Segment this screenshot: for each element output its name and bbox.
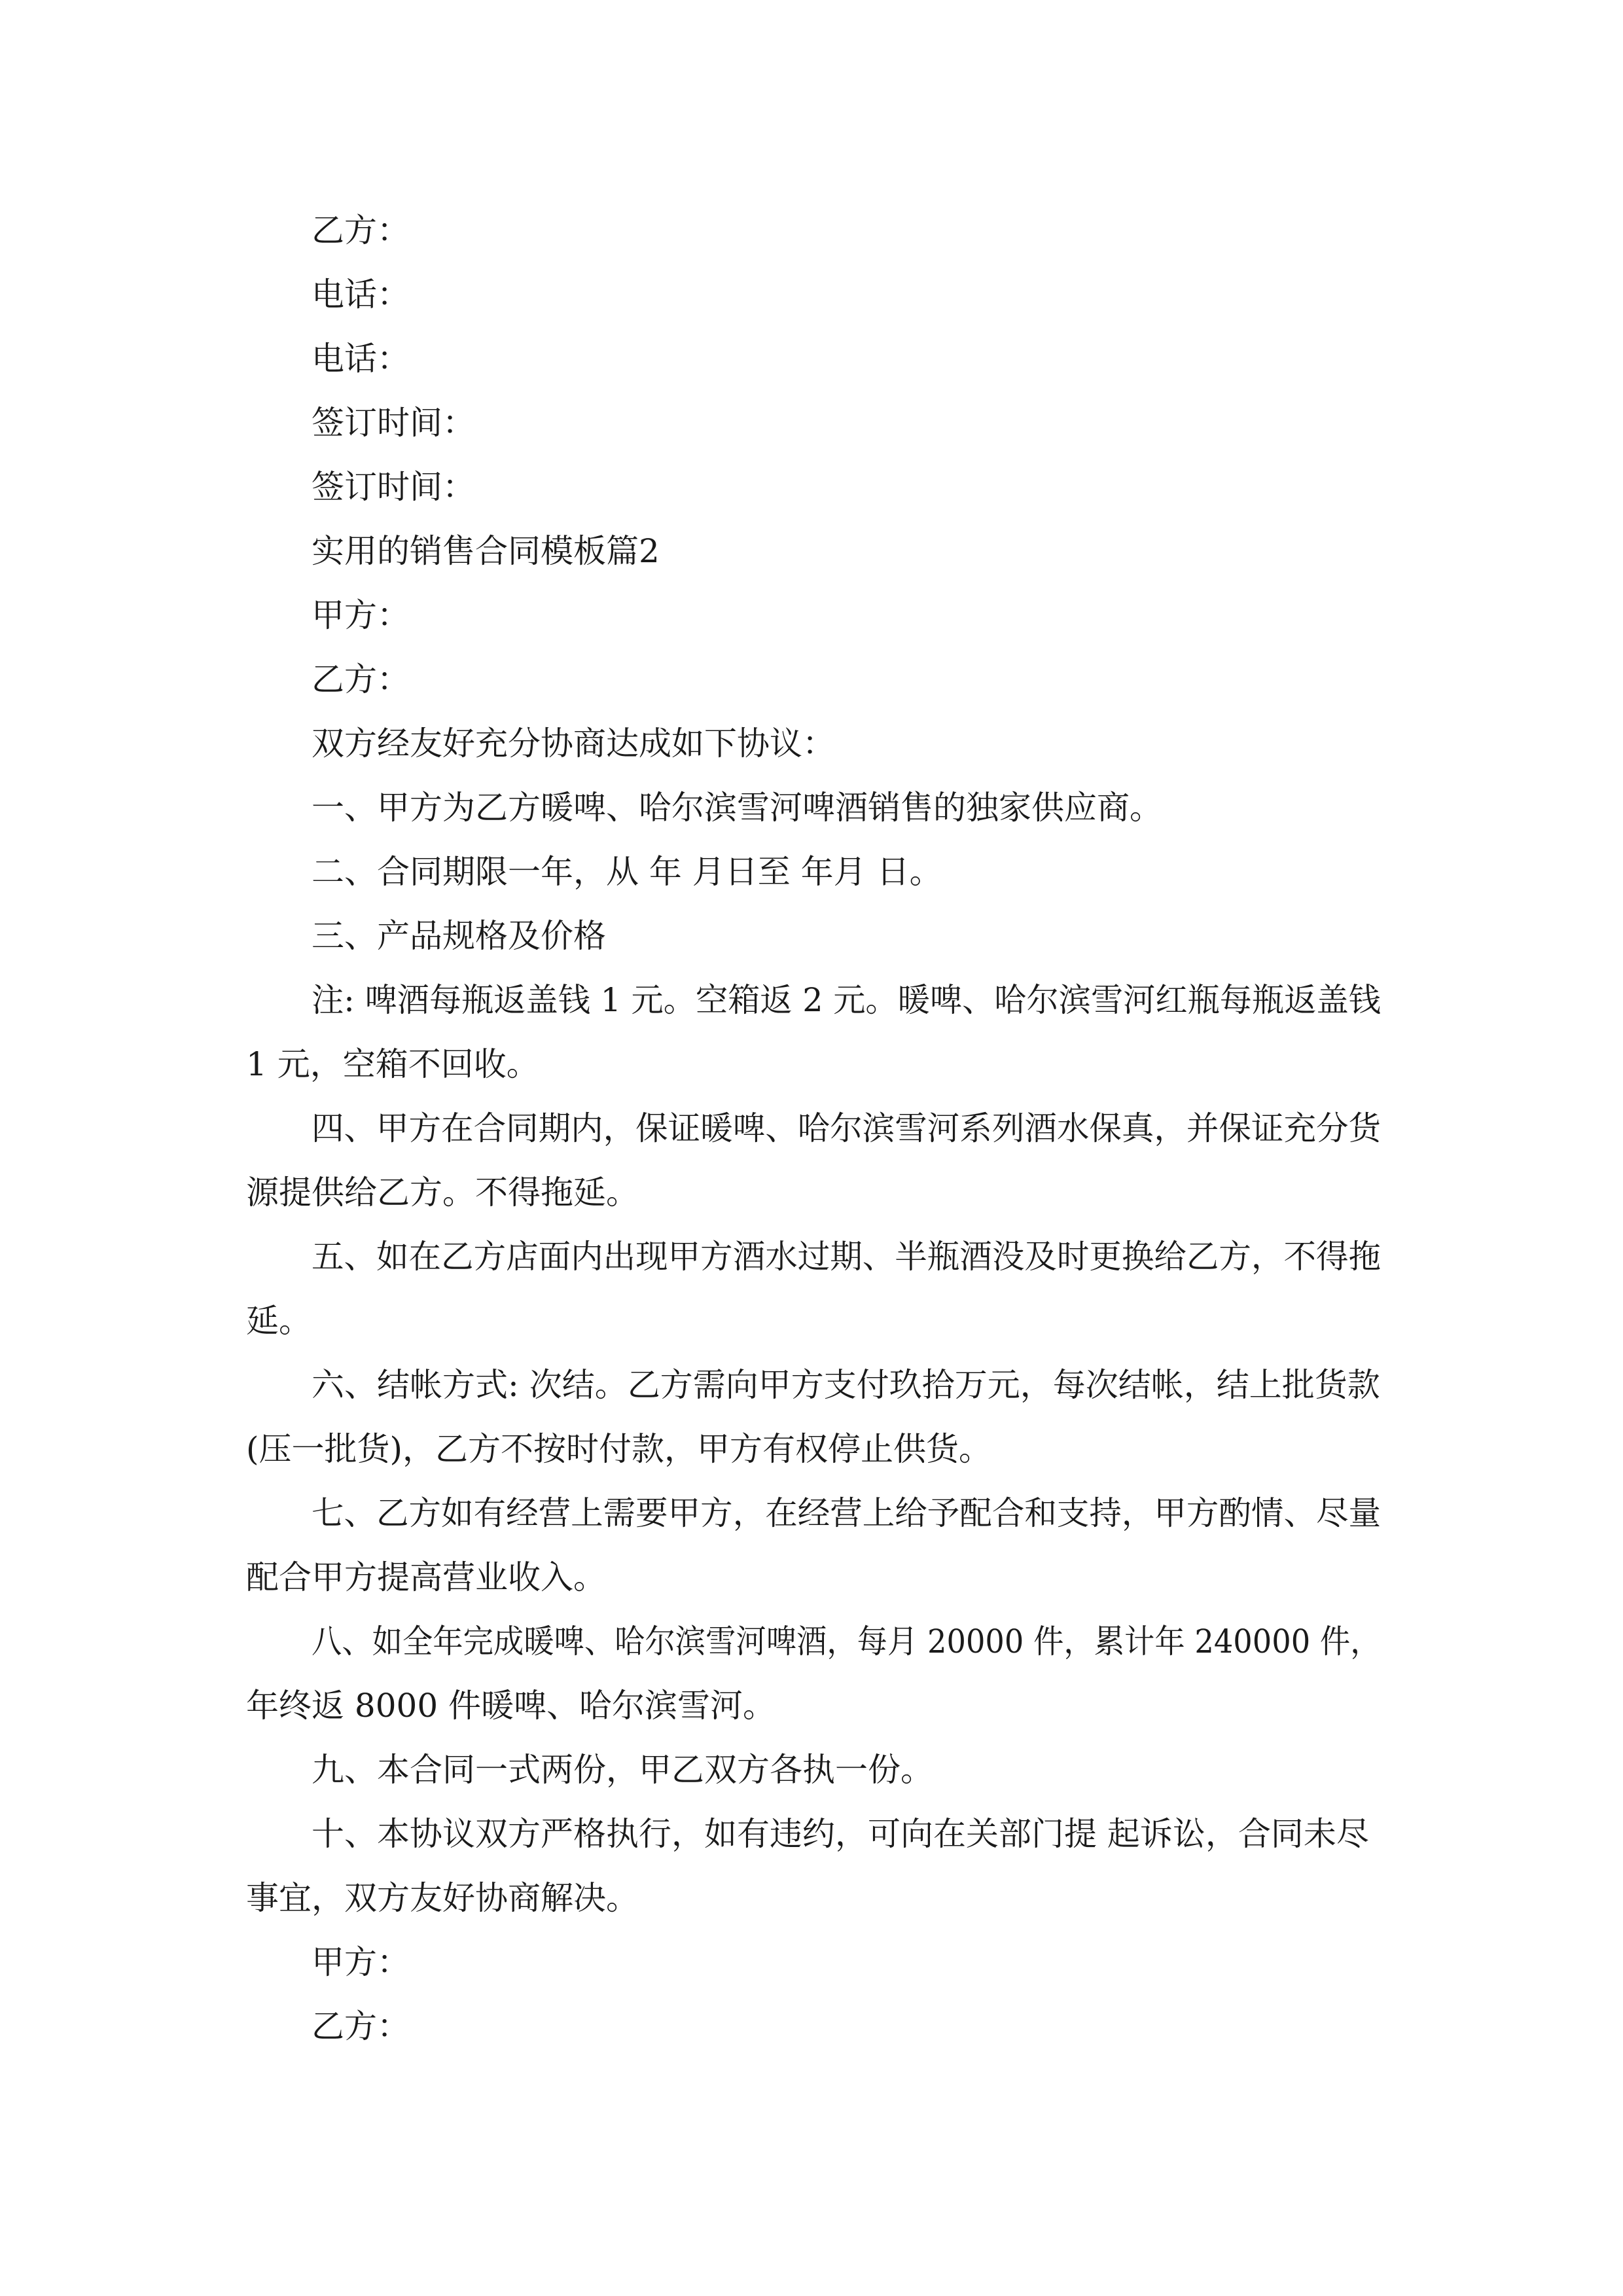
note-line-cont: 1 元，空箱不回收。 [246,1045,539,1083]
clause-7-cont: 配合甲方提高营业收入。 [246,1558,606,1596]
clause-6-cont: (压一批货)，乙方不按时付款，甲方有权停止供货。 [246,1430,992,1468]
party-b-label: 乙方： [312,660,410,698]
phone-label: 电话： [312,340,410,378]
clause-5: 五、如在乙方店面内出现甲方酒水过期、半瓶酒没及时更换给乙方，不得拖 [312,1238,1381,1276]
clause-2: 二、合同期限一年，从 年 月日至 年月 日。 [312,853,942,891]
clause-5-cont: 延。 [246,1302,312,1340]
clause-4-cont: 源提供给乙方。不得拖延。 [246,1174,639,1211]
phone-label: 电话： [312,276,410,314]
signing-date-label: 签订时间： [312,468,475,506]
signing-date-label: 签订时间： [312,404,475,442]
clause-1: 一、甲方为乙方暖啤、哈尔滨雪河啤酒销售的独家供应商。 [312,789,1162,827]
clause-9: 九、本合同一式两份，甲乙双方各执一份。 [312,1751,933,1789]
party-b-label: 乙方： [312,211,410,249]
clause-8: 八、如全年完成暖啤、哈尔滨雪河啤酒，每月 20000 件，累计年 240000 件， [312,1623,1381,1660]
clause-3: 三、产品规格及价格 [312,917,606,955]
note-line: 注: 啤酒每瓶返盖钱 1 元。空箱返 2 元。暖啤、哈尔滨雪河红瓶每瓶返盖钱 [312,981,1381,1019]
clause-8-cont: 年终返 8000 件暖啤、哈尔滨雪河。 [246,1687,776,1725]
section-title: 实用的销售合同模板篇2 [312,532,660,570]
party-a-signature-label: 甲方： [312,1943,410,1981]
clause-10: 十、本协议双方严格执行，如有违约，可向在关部门提 起诉讼，合同未尽 [312,1815,1369,1853]
clause-6: 六、结帐方式: 次结。乙方需向甲方支付玖拾万元，每次结帐，结上批货款 [312,1366,1380,1404]
clause-7: 七、乙方如有经营上需要甲方，在经营上给予配合和支持，甲方酌情、尽量 [312,1494,1381,1532]
agreement-intro: 双方经友好充分协商达成如下协议： [312,725,835,762]
party-a-label: 甲方： [312,596,410,634]
clause-10-cont: 事宜，双方友好协商解决。 [246,1879,639,1917]
clause-4: 四、甲方在合同期内，保证暖啤、哈尔滨雪河系列酒水保真，并保证充分货 [312,1109,1381,1147]
party-b-signature-label: 乙方： [312,2007,410,2045]
